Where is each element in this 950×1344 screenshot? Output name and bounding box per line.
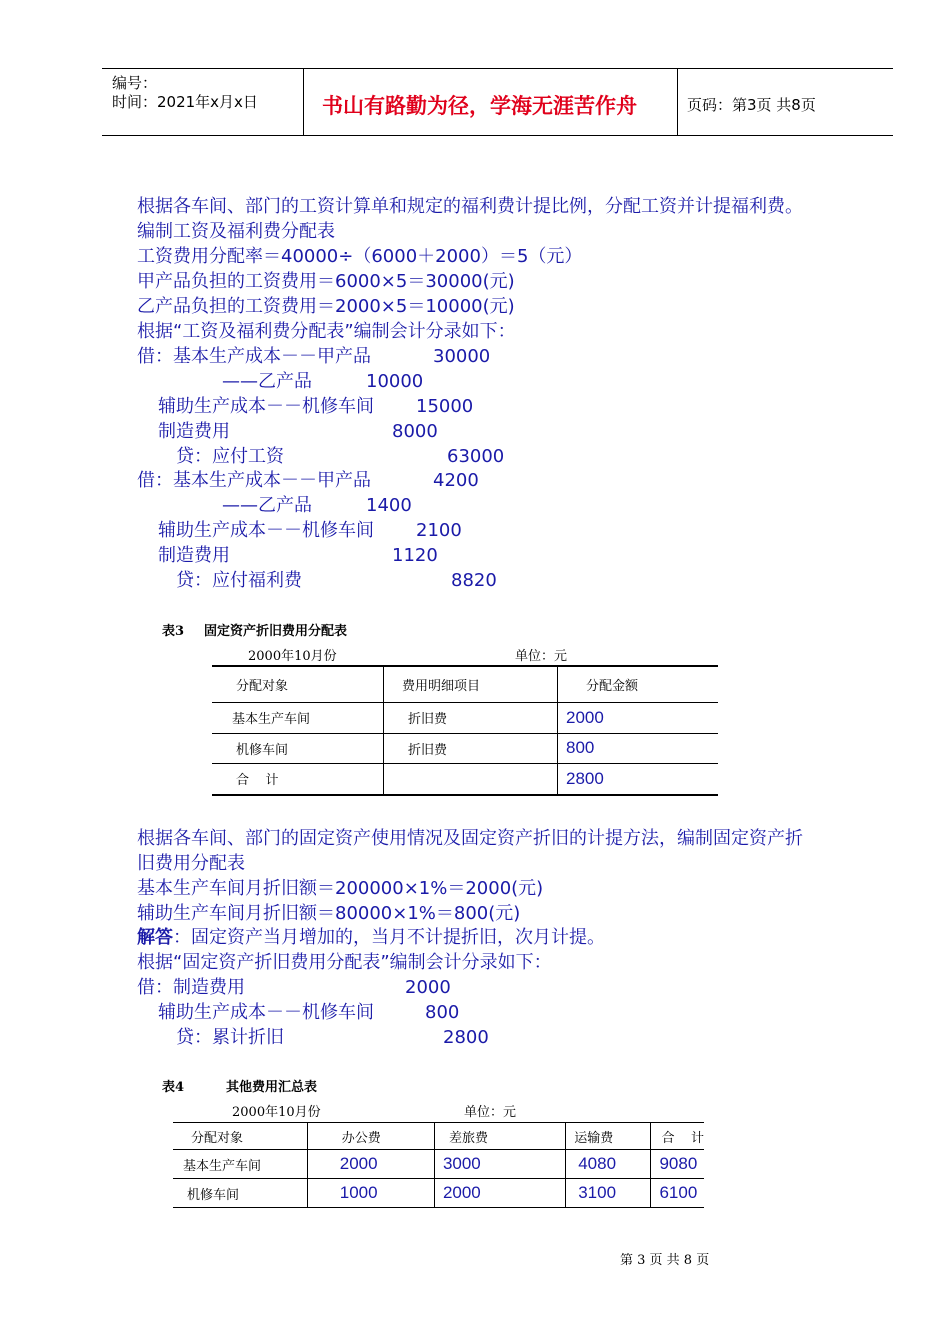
- entry-amount: 4200: [433, 470, 479, 491]
- header-motto: 书山有路勤为径，学海无涯苦作舟: [322, 94, 637, 118]
- table-header-cell: 差旅费: [434, 1123, 565, 1150]
- table4-period: 2000年10月份: [232, 1105, 321, 1120]
- table-cell: [384, 763, 558, 795]
- table-cell: 基本生产车间: [212, 702, 384, 733]
- entry-label: 辅助生产成本－－机修车间: [158, 1002, 374, 1023]
- table3-period: 2000年10月份: [248, 649, 337, 664]
- table-cell: 机修车间: [212, 733, 384, 763]
- entry-label: 借：基本生产成本－－甲产品: [137, 470, 371, 491]
- table-row: [173, 1179, 704, 1208]
- table3-caption-no: 表3: [162, 624, 185, 639]
- table-cell: 4080: [566, 1150, 651, 1179]
- entry-amount: 63000: [447, 446, 505, 467]
- entry-amount: 800: [425, 1002, 460, 1023]
- table-cell: 6100: [659, 1183, 698, 1202]
- table4-caption-title: 其他费用汇总表: [226, 1080, 318, 1095]
- header-page: 页码：第3页 共8页: [687, 96, 816, 114]
- entry-label: 辅助生产成本－－机修车间: [158, 396, 374, 417]
- table-cell: 2000: [566, 707, 604, 727]
- entry-label: ——乙产品: [222, 371, 312, 392]
- table4: [173, 1122, 704, 1208]
- table-row: [173, 1150, 704, 1179]
- table-cell: 3100: [566, 1179, 651, 1208]
- answer-line: [137, 925, 605, 950]
- table-cell: 9080: [659, 1154, 698, 1173]
- s1-line-6: 根据“工资及福利费分配表”编制会计分录如下：: [137, 321, 516, 342]
- table-header-cell: 费用明细项目: [384, 666, 558, 702]
- table4-unit: 单位：元: [464, 1105, 517, 1120]
- table-cell: 合 计: [212, 763, 384, 795]
- answer-label: 解答: [137, 927, 173, 948]
- header-divider-2: [677, 68, 678, 136]
- s1-line-3: 工资费用分配率＝40000÷（6000＋2000）＝5（元）: [137, 246, 583, 267]
- s1-line-4: 甲产品负担的工资费用＝6000×5＝30000(元): [137, 271, 515, 292]
- table-cell: 2800: [566, 768, 604, 788]
- table-cell: 2000: [434, 1179, 565, 1208]
- s2-line-1: 根据各车间、部门的固定资产使用情况及固定资产折旧的计提方法，编制固定资产折: [137, 828, 803, 849]
- entry-amount: 1120: [392, 545, 438, 566]
- s1-line-5: 乙产品负担的工资费用＝2000×5＝10000(元): [137, 296, 515, 317]
- table-row: [212, 733, 718, 763]
- answer-text: ：固定资产当月增加的，当月不计提折旧，次月计提。: [173, 927, 605, 948]
- header-bottom-rule: [102, 135, 893, 136]
- table-header-cell: 分配对象: [173, 1123, 307, 1150]
- s2-line-2: 旧费用分配表: [137, 853, 245, 874]
- table3-unit: 单位：元: [515, 649, 568, 664]
- entry-label: 辅助生产成本－－机修车间: [158, 520, 374, 541]
- table-header-row: [212, 666, 718, 702]
- entry-label: 贷：应付福利费: [176, 570, 302, 591]
- entry-label: 制造费用: [158, 421, 230, 442]
- entry-amount: 2000: [405, 977, 451, 998]
- s2-intro: 根据“固定资产折旧费用分配表”编制会计分录如下：: [137, 952, 552, 973]
- s1-line-2: 编制工资及福利费分配表: [137, 221, 335, 242]
- header-divider-1: [303, 68, 304, 136]
- entry-label: ——乙产品: [222, 495, 312, 516]
- entry-amount: 15000: [416, 396, 474, 417]
- entry-amount: 8000: [392, 421, 438, 442]
- footer-page-number: 第 3 页 共 8 页: [620, 1253, 710, 1268]
- table-header-row: [173, 1123, 704, 1150]
- table-cell: 3000: [434, 1150, 565, 1179]
- entry-amount: 10000: [366, 371, 424, 392]
- header-code: 编号：: [112, 74, 158, 92]
- entry-label: 借：制造费用: [137, 977, 245, 998]
- table-cell: 800: [566, 738, 595, 757]
- header-top-rule: [102, 68, 893, 69]
- table-cell: 折旧费: [384, 702, 558, 733]
- table-row: [212, 702, 718, 733]
- table4-caption-no: 表4: [162, 1080, 185, 1095]
- table-header-cell: 分配金额: [586, 678, 639, 694]
- s1-line-1: 根据各车间、部门的工资计算单和规定的福利费计提比例，分配工资并计提福利费。: [137, 196, 803, 217]
- table-cell: 2000: [307, 1150, 434, 1179]
- entry-amount: 1400: [366, 495, 412, 516]
- entry-label: 贷：应付工资: [176, 446, 284, 467]
- table3-caption-title: 固定资产折旧费用分配表: [204, 624, 348, 639]
- entry-amount: 8820: [451, 570, 497, 591]
- entry-label: 制造费用: [158, 545, 230, 566]
- table-row: [212, 763, 718, 795]
- table-cell: 1000: [307, 1179, 434, 1208]
- table-header-cell: 分配对象: [212, 666, 384, 702]
- table-header-cell: 合 计: [661, 1130, 704, 1146]
- entry-amount: 2100: [416, 520, 462, 541]
- entry-label: 借：基本生产成本－－甲产品: [137, 346, 371, 367]
- table-cell: 折旧费: [384, 733, 558, 763]
- table3: [212, 665, 718, 796]
- table-cell: 机修车间: [173, 1179, 307, 1208]
- s2-line-4: 辅助生产车间月折旧额＝80000×1%＝800(元): [137, 903, 521, 924]
- table-header-cell: 运输费: [566, 1123, 651, 1150]
- header-time: 时间：2021年x月x日: [112, 93, 258, 111]
- entry-amount: 30000: [433, 346, 491, 367]
- s2-line-3: 基本生产车间月折旧额＝200000×1%＝2000(元): [137, 878, 544, 899]
- table-header-cell: 办公费: [307, 1123, 434, 1150]
- entry-amount: 2800: [443, 1027, 489, 1048]
- table-cell: 基本生产车间: [173, 1150, 307, 1179]
- entry-label: 贷：累计折旧: [176, 1027, 284, 1048]
